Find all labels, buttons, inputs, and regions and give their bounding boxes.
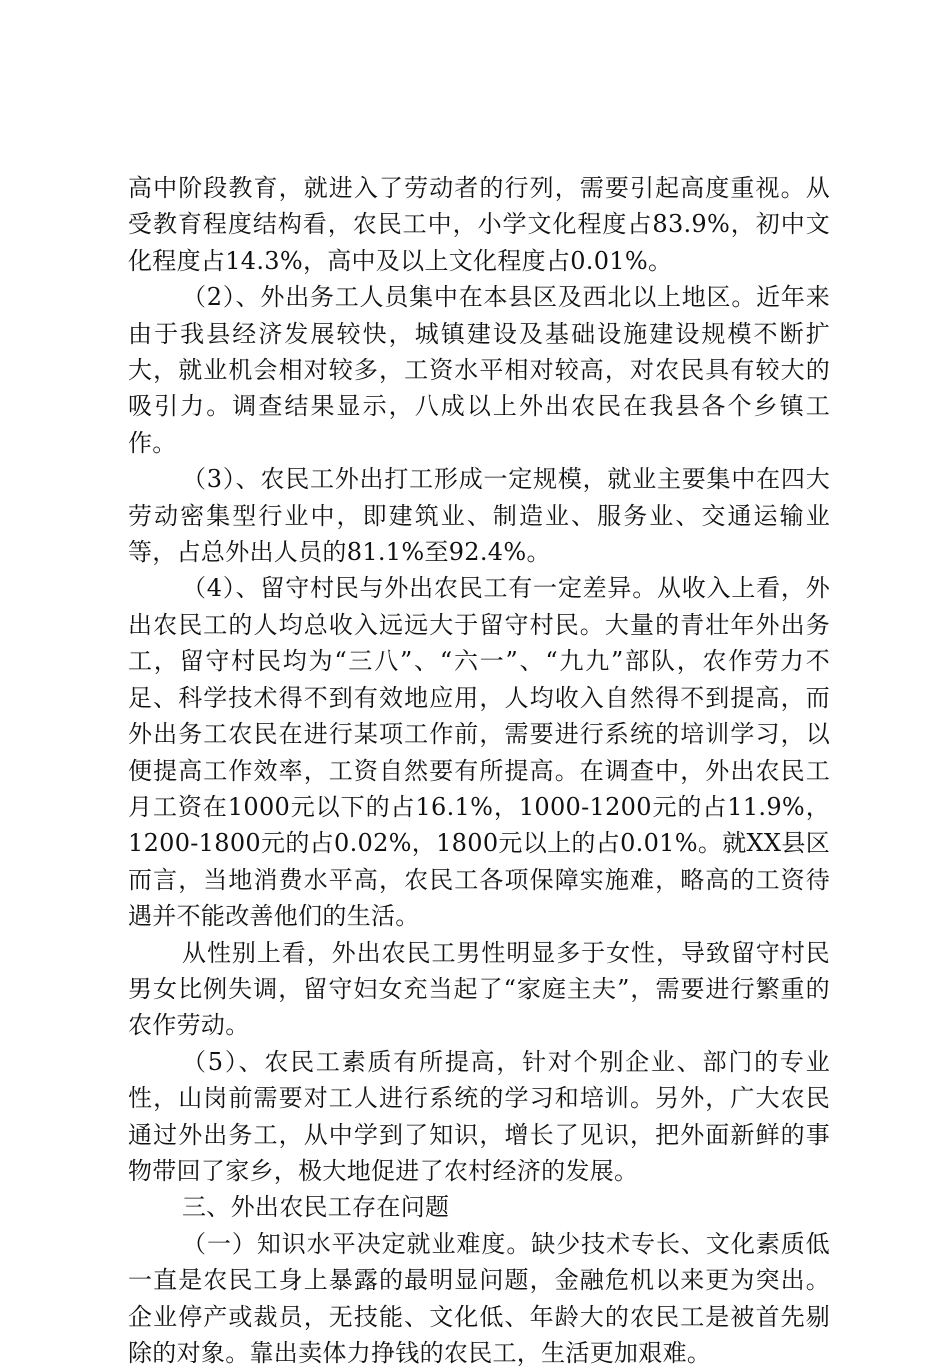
section-heading-problems: 三、外出农民工存在问题 [182, 1193, 450, 1222]
paragraph-item-3: （3）、农民工外出打工形成一定规模，就业主要集中在四大劳动密集型行业中，即建筑业、制造业、服务业、交通运输业等，占总外出人员的81.1%至92.4%。 [128, 465, 830, 567]
paragraph-problem-1: （一）知识水平决定就业难度。缺少技术专长、文化素质低一直是农民工身上暴露的最明显问题，金融危机以来更为突出。企业停产或裁员，无技能、文化低、年龄大的农民工是被首先剔除的对象。靠出卖体力挣钱的农民工，生活更加艰难。 [128, 1229, 830, 1367]
paragraph-item-5: （5）、农民工素质有所提高，针对个别企业、部门的专业性，山岗前需要对工人进行系统的学习和培训。另外，广大农民通过外出务工，从中学到了知识，增长了见识，把外面新鲜的事物带回了家乡，极大地促进了农村经济的发展。 [128, 1047, 830, 1185]
paragraph-item-2: （2）、外出务工人员集中在本县区及西北以上地区。近年来由于我县经济发展较快，城镇建设及基础设施建设规模不断扩大，就业机会相对较多，工资水平相对较高，对农民具有较大的吸引力。调查结果显示，八成以上外出农民在我县各个乡镇工作。 [128, 283, 830, 457]
paragraph-education-structure: 高中阶段教育，就进入了劳动者的行列，需要引起高度重视。从受教育程度结构看，农民工中，小学文化程度占83.9%，初中文化程度占14.3%，高中及以上文化程度占0.01%。 [128, 174, 830, 275]
paragraph-item-4: （4）、留守村民与外出农民工有一定差异。从收入上看，外出农民工的人均总收入远远大于留守村民。大量的青壮年外出务工，留守村民均为“三八”、“六一”、“九九”部队，农作劳力不足、科学技术得不到有效地应用，人均收入自然得不到提高，而外出务工农民在进行某项工作前，需要进行系统的培训学习，以便提高工作效率，工资自然要有所提高。在调查中，外出农民工月工资在1000元以下的占16.1%，1000-1200元的占11.9%，1200-1800元的占0.02%，1800元以上的占0.01%。就XX县区而言，当地消费水平高，农民工各项保障实施难，略高的工资待遇并不能改善他们的生活。 [128, 574, 830, 931]
document-page [128, 170, 830, 1371]
paragraph-gender: 从性别上看，外出农民工男性明显多于女性，导致留守村民男女比例失调，留守妇女充当起了“家庭主夫”，需要进行繁重的农作劳动。 [128, 938, 830, 1040]
